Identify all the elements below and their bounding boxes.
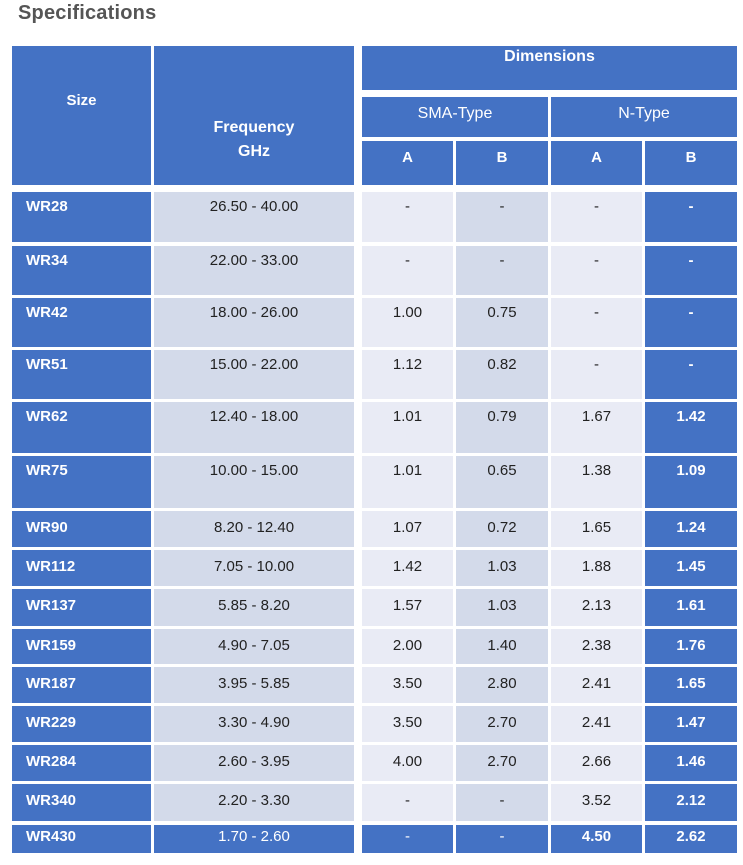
- sma-b-cell: -: [456, 192, 548, 242]
- sma-b-cell: -: [456, 246, 548, 295]
- sma-a-cell: 1.01: [362, 456, 453, 508]
- frequency-cell: 5.85 - 8.20: [154, 589, 354, 626]
- size-cell: WR430: [12, 825, 151, 853]
- n-b-cell: 1.24: [645, 511, 737, 547]
- sma-b-cell: 1.03: [456, 589, 548, 626]
- n-a-cell: -: [551, 350, 642, 399]
- size-cell: WR28: [12, 192, 151, 242]
- header-sma-type: [362, 97, 548, 137]
- size-cell: WR159: [12, 629, 151, 664]
- frequency-cell: 3.95 - 5.85: [154, 667, 354, 703]
- n-a-cell: 1.65: [551, 511, 642, 547]
- header-n-a: [551, 141, 642, 185]
- frequency-cell: 10.00 - 15.00: [154, 456, 354, 508]
- header-sma-a: [362, 141, 453, 185]
- sma-a-cell: -: [362, 246, 453, 295]
- sma-b-cell: 2.70: [456, 745, 548, 781]
- frequency-cell: 18.00 - 26.00: [154, 298, 354, 347]
- n-a-cell: 4.50: [551, 825, 642, 853]
- size-cell: WR112: [12, 550, 151, 586]
- frequency-cell: 4.90 - 7.05: [154, 629, 354, 664]
- sma-b-cell: 0.72: [456, 511, 548, 547]
- header-sma-label: SMA-Type: [417, 105, 493, 122]
- n-a-cell: 2.13: [551, 589, 642, 626]
- n-a-cell: 2.41: [551, 667, 642, 703]
- sma-a-cell: 1.00: [362, 298, 453, 347]
- n-a-cell: -: [551, 298, 642, 347]
- header-frequency: [154, 46, 354, 185]
- header-size: [12, 46, 151, 185]
- header-dimensions-label: Dimensions: [504, 48, 595, 65]
- n-a-cell: 2.66: [551, 745, 642, 781]
- header-n-b: [645, 141, 737, 185]
- frequency-cell: 12.40 - 18.00: [154, 402, 354, 453]
- n-a-cell: -: [551, 192, 642, 242]
- frequency-cell: 15.00 - 22.00: [154, 350, 354, 399]
- size-cell: WR284: [12, 745, 151, 781]
- sma-b-cell: -: [456, 825, 548, 853]
- n-a-cell: 1.67: [551, 402, 642, 453]
- n-b-cell: -: [645, 298, 737, 347]
- n-b-cell: -: [645, 192, 737, 242]
- sma-b-cell: 0.75: [456, 298, 548, 347]
- size-cell: WR340: [12, 784, 151, 821]
- sma-a-cell: 2.00: [362, 629, 453, 664]
- size-cell: WR62: [12, 402, 151, 453]
- size-cell: WR229: [12, 706, 151, 742]
- header-sma-b-label: B: [496, 149, 508, 166]
- size-cell: WR137: [12, 589, 151, 626]
- frequency-cell: 2.60 - 3.95: [154, 745, 354, 781]
- size-cell: WR34: [12, 246, 151, 295]
- frequency-cell: 22.00 - 33.00: [154, 246, 354, 295]
- sma-a-cell: 4.00: [362, 745, 453, 781]
- header-sma-a-label: A: [402, 149, 413, 166]
- n-a-cell: 2.41: [551, 706, 642, 742]
- header-dimensions: [362, 46, 737, 90]
- n-b-cell: 2.12: [645, 784, 737, 821]
- n-b-cell: 1.42: [645, 402, 737, 453]
- sma-b-cell: 2.70: [456, 706, 548, 742]
- sma-a-cell: 1.07: [362, 511, 453, 547]
- sma-b-cell: 1.40: [456, 629, 548, 664]
- n-b-cell: 1.46: [645, 745, 737, 781]
- sma-a-cell: -: [362, 192, 453, 242]
- header-sma-b: [456, 141, 548, 185]
- sma-b-cell: -: [456, 784, 548, 821]
- sma-a-cell: 1.01: [362, 402, 453, 453]
- sma-a-cell: 3.50: [362, 667, 453, 703]
- header-n-b-label: B: [685, 149, 697, 166]
- size-cell: WR42: [12, 298, 151, 347]
- sma-b-cell: 0.82: [456, 350, 548, 399]
- size-cell: WR75: [12, 456, 151, 508]
- size-cell: WR51: [12, 350, 151, 399]
- n-a-cell: 1.38: [551, 456, 642, 508]
- n-b-cell: -: [645, 350, 737, 399]
- n-b-cell: 1.45: [645, 550, 737, 586]
- sma-a-cell: -: [362, 825, 453, 853]
- n-b-cell: 2.62: [645, 825, 737, 853]
- sma-b-cell: 1.03: [456, 550, 548, 586]
- sma-b-cell: 2.80: [456, 667, 548, 703]
- header-ntype-label: N-Type: [618, 105, 670, 122]
- sma-a-cell: -: [362, 784, 453, 821]
- n-b-cell: 1.09: [645, 456, 737, 508]
- n-b-cell: 1.76: [645, 629, 737, 664]
- n-a-cell: 3.52: [551, 784, 642, 821]
- n-b-cell: 1.61: [645, 589, 737, 626]
- sma-a-cell: 1.12: [362, 350, 453, 399]
- size-cell: WR187: [12, 667, 151, 703]
- frequency-cell: 7.05 - 10.00: [154, 550, 354, 586]
- n-a-cell: 2.38: [551, 629, 642, 664]
- n-b-cell: 1.47: [645, 706, 737, 742]
- n-a-cell: -: [551, 246, 642, 295]
- sma-b-cell: 0.65: [456, 456, 548, 508]
- header-n-a-label: A: [591, 149, 602, 166]
- frequency-cell: 26.50 - 40.00: [154, 192, 354, 242]
- frequency-cell: 1.70 - 2.60: [154, 825, 354, 853]
- size-cell: WR90: [12, 511, 151, 547]
- frequency-cell: 8.20 - 12.40: [154, 511, 354, 547]
- page-title: Specifications: [18, 2, 157, 24]
- sma-a-cell: 3.50: [362, 706, 453, 742]
- frequency-cell: 2.20 - 3.30: [154, 784, 354, 821]
- n-a-cell: 1.88: [551, 550, 642, 586]
- frequency-cell: 3.30 - 4.90: [154, 706, 354, 742]
- header-n-type: [551, 97, 737, 137]
- n-b-cell: -: [645, 246, 737, 295]
- sma-a-cell: 1.57: [362, 589, 453, 626]
- n-b-cell: 1.65: [645, 667, 737, 703]
- header-frequency-label: Frequency GHz: [213, 119, 295, 160]
- sma-a-cell: 1.42: [362, 550, 453, 586]
- header-size-label: Size: [66, 92, 97, 109]
- sma-b-cell: 0.79: [456, 402, 548, 453]
